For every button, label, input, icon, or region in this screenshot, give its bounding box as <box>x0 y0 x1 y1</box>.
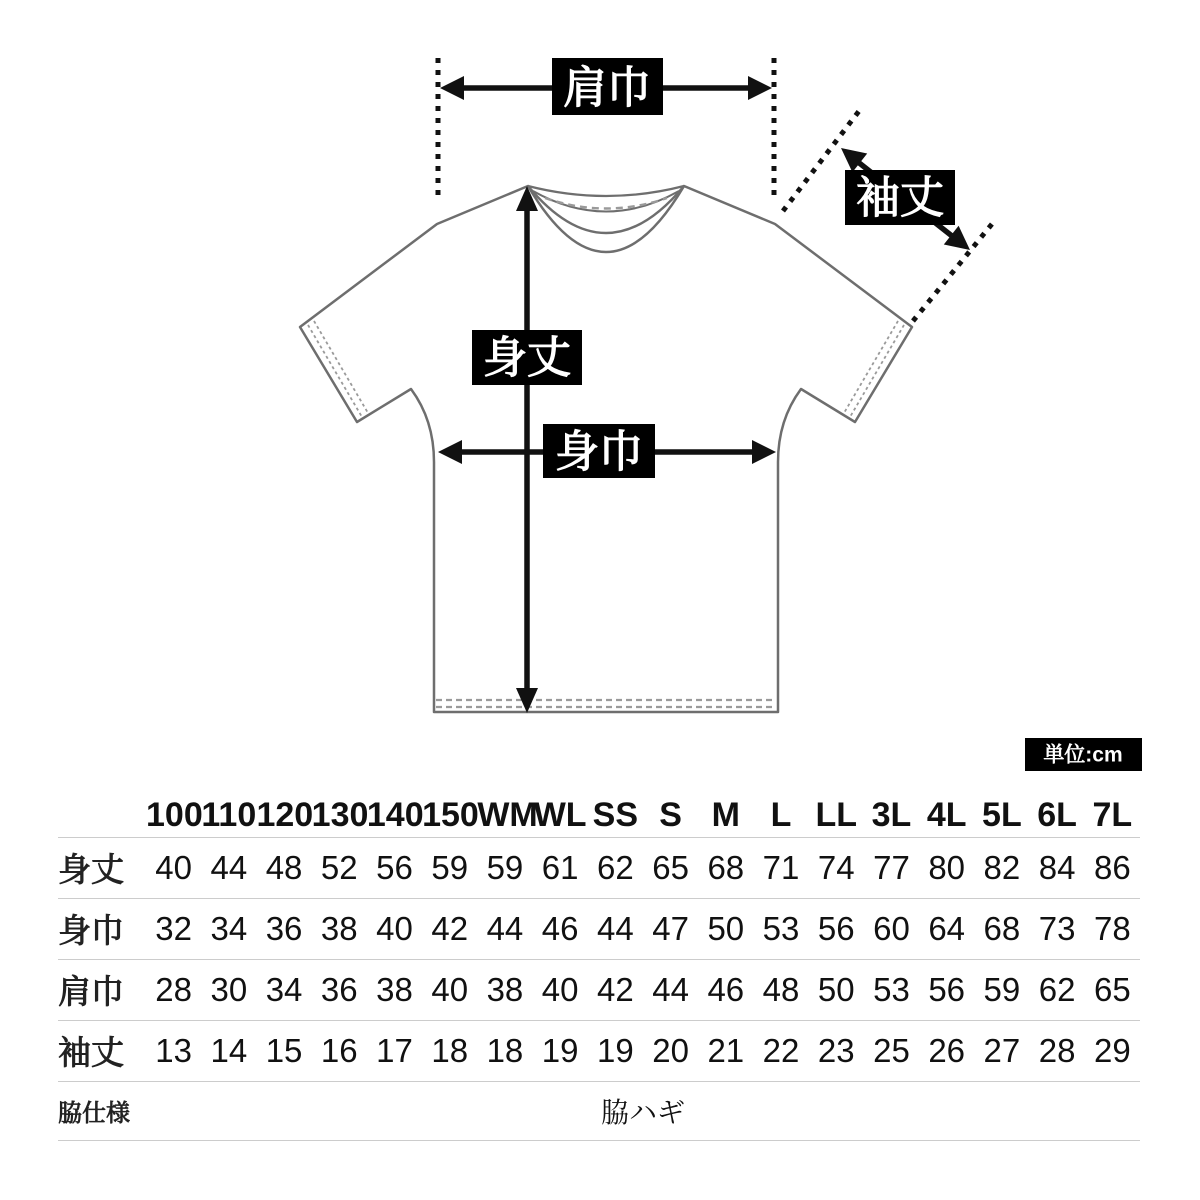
size-cell: 30 <box>210 970 248 1008</box>
size-cell: 64 <box>928 909 966 947</box>
size-col-header: M <box>711 796 740 835</box>
row-label: 身巾 <box>58 912 124 949</box>
size-col-header: 6L <box>1037 796 1077 835</box>
row-label: 身丈 <box>58 851 124 888</box>
size-cell: 59 <box>431 848 469 886</box>
size-cell: 48 <box>762 970 800 1008</box>
size-col-header: 150 <box>422 796 479 835</box>
size-cell: 40 <box>431 970 469 1008</box>
size-col-header: 5L <box>982 796 1022 835</box>
table-row <box>58 1020 1140 1081</box>
size-cell: 47 <box>652 909 689 947</box>
size-cell: 84 <box>1038 848 1076 886</box>
size-cell: 59 <box>486 848 524 886</box>
size-cell: 40 <box>155 848 192 886</box>
size-cell: 53 <box>873 970 910 1008</box>
size-cell: 62 <box>1038 970 1076 1008</box>
size-cell: 46 <box>541 909 579 947</box>
size-cell: 78 <box>1094 909 1131 947</box>
size-col-header: 7L <box>1092 796 1133 835</box>
size-cell: 71 <box>762 848 800 886</box>
size-col-header: 3L <box>871 796 912 835</box>
size-table-header-row <box>58 795 1140 837</box>
size-cell: 18 <box>431 1031 469 1069</box>
size-cell: 34 <box>265 970 303 1008</box>
size-cell: 74 <box>817 848 855 886</box>
size-cell: 50 <box>817 970 855 1008</box>
size-cell: 53 <box>762 909 800 947</box>
body-length-label: 身丈 <box>483 333 571 383</box>
shoulder-width-label: 肩巾 <box>563 63 651 113</box>
size-cell: 60 <box>873 909 910 947</box>
size-cell: 82 <box>983 848 1021 886</box>
size-cell: 28 <box>1038 1031 1076 1069</box>
size-table-section <box>58 795 1140 1141</box>
size-cell: 40 <box>376 909 413 947</box>
size-cell: 38 <box>376 970 413 1008</box>
size-cell: 40 <box>541 970 579 1008</box>
size-cell: 65 <box>1094 970 1131 1008</box>
spec-row-value: 脇ハギ <box>600 1096 685 1128</box>
size-cell: 16 <box>320 1031 358 1069</box>
size-cell: 13 <box>155 1031 192 1069</box>
shoulder-arrowhead-left <box>440 76 464 100</box>
size-col-header: 110 <box>201 796 257 835</box>
size-cell: 19 <box>541 1031 579 1069</box>
size-cell: 28 <box>155 970 192 1008</box>
size-cell: 44 <box>652 970 689 1008</box>
size-cell: 44 <box>597 909 634 947</box>
size-cell: 61 <box>541 848 579 886</box>
size-cell: 42 <box>431 909 469 947</box>
size-cell: 65 <box>652 848 689 886</box>
size-cell: 32 <box>155 909 192 947</box>
sleeve-length-label: 袖丈 <box>856 173 944 223</box>
size-cell: 50 <box>707 909 745 947</box>
size-col-header: 120 <box>256 796 314 835</box>
size-cell: 62 <box>597 848 634 886</box>
size-col-header: WM <box>477 796 538 835</box>
size-cell: 27 <box>983 1031 1021 1069</box>
size-table-corner-cell <box>58 795 146 837</box>
size-cell: 77 <box>873 848 910 886</box>
size-cell: 34 <box>210 909 248 947</box>
shoulder-width-annotation <box>438 58 774 196</box>
spec-row-label: 脇仕様 <box>58 1100 130 1127</box>
size-cell: 68 <box>983 909 1021 947</box>
table-row <box>58 898 1140 959</box>
size-cell: 42 <box>597 970 634 1008</box>
size-cell: 36 <box>265 909 303 947</box>
size-cell: 21 <box>707 1031 745 1069</box>
table-row <box>58 959 1140 1020</box>
size-cell: 25 <box>873 1031 910 1069</box>
spec-row <box>58 1081 1140 1140</box>
size-cell: 73 <box>1038 909 1076 947</box>
body-width-label: 身巾 <box>555 427 643 477</box>
size-cell: 29 <box>1094 1031 1131 1069</box>
size-cell: 22 <box>762 1031 800 1069</box>
row-label: 袖丈 <box>58 1034 124 1071</box>
size-cell: 56 <box>376 848 413 886</box>
size-col-header: WL <box>533 796 587 835</box>
size-cell: 38 <box>486 970 524 1008</box>
collar-stitch-line <box>545 198 667 209</box>
size-col-header: SS <box>592 796 639 835</box>
size-col-header: S <box>659 796 682 835</box>
size-cell: 44 <box>210 848 248 886</box>
size-cell: 20 <box>652 1031 689 1069</box>
size-cell: 38 <box>320 909 358 947</box>
unit-badge <box>1025 738 1142 771</box>
size-cell: 17 <box>376 1031 413 1069</box>
size-cell: 48 <box>265 848 303 886</box>
size-table <box>58 795 1140 1141</box>
size-col-header: 130 <box>311 796 369 835</box>
unit-badge-label: 単位:cm <box>1043 743 1123 767</box>
size-cell: 26 <box>928 1031 966 1069</box>
size-table-body <box>58 837 1140 1081</box>
size-cell: 52 <box>320 848 358 886</box>
size-cell: 46 <box>707 970 745 1008</box>
size-cell: 56 <box>928 970 966 1008</box>
size-col-header: 100 <box>146 796 203 835</box>
size-col-header: LL <box>815 796 857 835</box>
size-cell: 23 <box>817 1031 855 1069</box>
size-cell: 44 <box>486 909 524 947</box>
size-col-header: L <box>770 796 792 835</box>
size-col-header: 140 <box>366 796 424 835</box>
row-label: 肩巾 <box>58 973 124 1010</box>
size-cell: 14 <box>210 1031 248 1069</box>
collar-back-top-curve <box>528 186 684 196</box>
size-cell: 59 <box>983 970 1021 1008</box>
size-cell: 36 <box>320 970 358 1008</box>
table-row <box>58 837 1140 898</box>
size-cell: 56 <box>817 909 855 947</box>
size-cell: 18 <box>486 1031 524 1069</box>
size-cell: 86 <box>1094 848 1131 886</box>
shoulder-arrowhead-right <box>748 76 772 100</box>
size-cell: 80 <box>928 848 966 886</box>
size-col-header: 4L <box>926 796 967 835</box>
size-table-spec-body <box>58 1081 1140 1140</box>
size-cell: 68 <box>707 848 745 886</box>
size-cell: 19 <box>597 1031 634 1069</box>
size-cell: 15 <box>265 1031 303 1069</box>
